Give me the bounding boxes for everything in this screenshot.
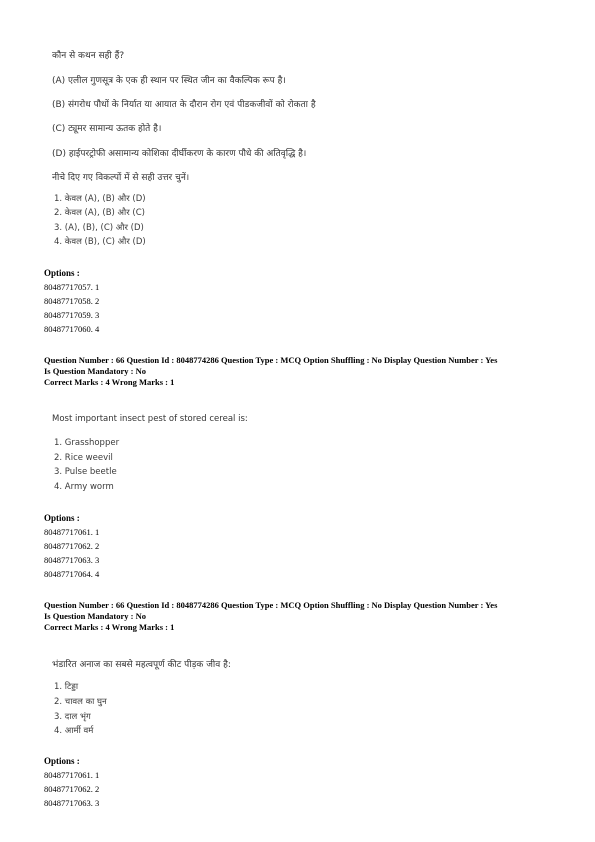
choice-2: 2. केवल (A), (B) और (C) [54, 208, 145, 218]
question-meta-line1: Question Number : 66 Question Id : 8048774286 Question Type : MCQ Option Shuffling : No Display Question Number : Yes [44, 355, 498, 365]
option-id: 80487717063. 3 [44, 555, 100, 565]
question-meta-line2: Is Question Mandatory : No [44, 366, 147, 376]
choice-3: 3. (A), (B), (C) और (D) [54, 223, 144, 233]
option-id: 80487717058. 2 [44, 296, 100, 306]
option-id: 80487717064. 4 [44, 569, 100, 579]
choice-3: 3. Pulse beetle [54, 467, 117, 477]
options-label: Options : [44, 268, 80, 278]
choice-4: 4. Army worm [54, 482, 114, 492]
option-id: 80487717057. 1 [44, 282, 100, 292]
choice-4: 4. केवल (B), (C) और (D) [54, 237, 146, 247]
option-id: 80487717062. 2 [44, 541, 100, 551]
question-meta-line3: Correct Marks : 4 Wrong Marks : 1 [44, 622, 175, 632]
statement-d: (D) हाईपरट्रोफी असामान्य कोशिका दीर्घीकरण के कारण पौधे की अतिवृद्धि है। [52, 149, 307, 159]
option-id: 80487717061. 1 [44, 770, 100, 780]
choice-2: 2. चावल का घुन [54, 697, 107, 707]
question-meta-line2: Is Question Mandatory : No [44, 611, 147, 621]
options-label: Options : [44, 756, 80, 766]
choice-2: 2. Rice weevil [54, 453, 113, 463]
question-meta-line1: Question Number : 66 Question Id : 8048774286 Question Type : MCQ Option Shuffling : No Display Question Number : Yes [44, 600, 498, 610]
choice-1: 1. Grasshopper [54, 438, 120, 448]
question-meta [44, 600, 564, 633]
option-id: 80487717062. 2 [44, 784, 100, 794]
instruction-text: नीचे दिए गए विकल्पों में से सही उत्तर चुनें। [52, 173, 190, 183]
option-id: 80487717060. 4 [44, 324, 100, 334]
choice-1: 1. टिड्डा [54, 682, 79, 692]
option-id: 80487717063. 3 [44, 798, 100, 808]
option-id: 80487717059. 3 [44, 310, 100, 320]
statement-c: (C) ट्यूमर सामान्य ऊतक होते है। [52, 124, 162, 134]
choice-1: 1. केवल (A), (B) और (D) [54, 194, 146, 204]
question-text: भंडारित अनाज का सबसे महत्वपूर्ण कीट पीड़क जीव है: [52, 660, 231, 670]
question-meta-line3: Correct Marks : 4 Wrong Marks : 1 [44, 377, 175, 387]
choice-4: 4. आर्मी वर्म [54, 726, 94, 736]
statement-a: (A) एलील गुणसूत्र के एक ही स्थान पर स्थित जीन का वैकल्पिक रूप है। [52, 76, 286, 86]
option-id: 80487717061. 1 [44, 527, 100, 537]
question-meta [44, 355, 564, 388]
options-label: Options : [44, 513, 80, 523]
question-text: Most important insect pest of stored cereal is: [52, 414, 248, 424]
question-text: कौन से कथन सही हैं? [52, 51, 125, 61]
choice-3: 3. दाल भृंग [54, 712, 91, 722]
statement-b: (B) संगरोध पौधों के निर्यात या आयात के दौरान रोग एवं पीडकजीवों को रोकता है [52, 100, 316, 110]
